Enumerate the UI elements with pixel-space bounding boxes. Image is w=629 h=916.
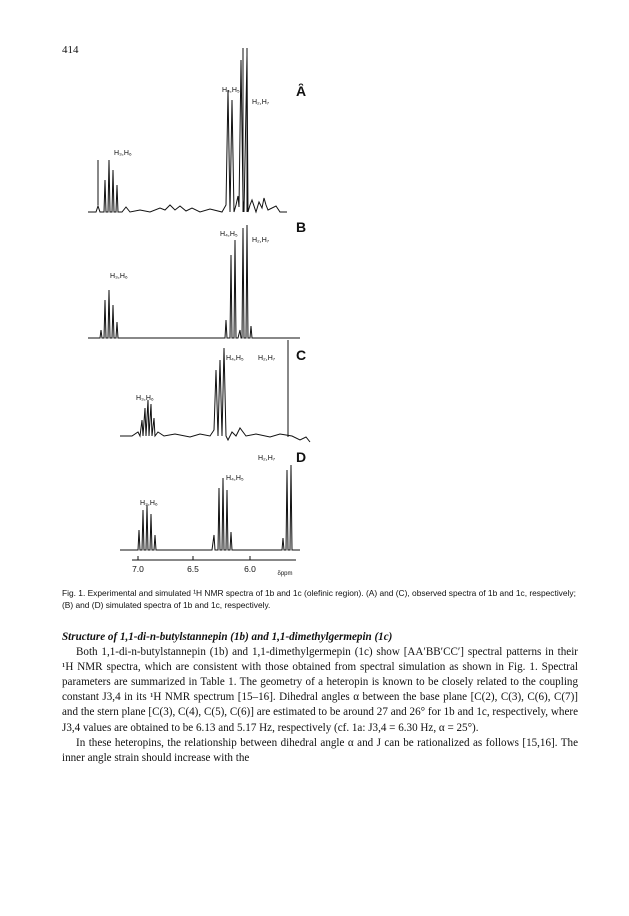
axis-tick-6-5: 6.5: [187, 564, 199, 574]
panel-label-b: B: [296, 219, 307, 235]
paragraph-1: Both 1,1-di-n-butylstannepin (1b) and 1,1-dimethylgermepin (1c) show [AA′BB′CC′] spectral patterns in their ¹H NMR spectra, which are consistent with those obtained from spectral simulation as shown in Fig. 1. Spectral parameters are summarized in Table 1. The geometry of a heteropin is known to be closely related to the coupling constant J3,4 in its ¹H NMR spectrum [15–16]. Dihedral angles α between the base plane [C(2), C(3), C(6), C(7)] and the stern plane [C(3), C(4), C(5), C(6)] are estimated to be around 27 and 26° for 1b and 1c, respectively, where J3,4 values are obtained to be 6.13 and 5.17 Hz, respectively (cf. 1a: J3,4 = 6.30 Hz, α = 25°).: [62, 646, 578, 734]
label-b-h27: H₂,H₇: [252, 237, 270, 244]
panel-label-c: C: [296, 347, 307, 363]
label-d-h27: H₂,H₇: [258, 455, 276, 462]
spectrum-d: [120, 465, 300, 550]
label-d-h45: H₄,H₅: [226, 475, 244, 482]
label-b-h45: H₄,H₅: [220, 231, 238, 238]
page-number: 414: [62, 44, 79, 56]
axis-tick-7-0: 7.0: [132, 564, 144, 574]
figure-caption: Fig. 1. Experimental and simulated ¹H NMR spectra of 1b and 1c (olefinic region). (A) and (C), observed spectra of 1b and 1c, respectively; (B) and (D) simulated spectra of 1b and 1c, respectively.: [62, 588, 576, 610]
panel-label-d: D: [296, 449, 307, 465]
spectrum-a: [88, 48, 287, 212]
label-a-h27: H₂,H₇: [252, 99, 270, 106]
body-text: [62, 630, 578, 766]
section-heading: Structure of 1,1-di-n-butylstannepin (1b) and 1,1-dimethylgermepin (1c): [62, 631, 393, 643]
label-d-h36: H₃,H₆: [140, 500, 158, 507]
spectrum-c: [120, 340, 310, 442]
label-c-h45: H₄,H₅: [226, 355, 244, 362]
panel-label-a: Ȃ: [296, 83, 307, 99]
label-c-h36: H₃,H₆: [136, 395, 154, 402]
axis-tick-6-0: 6.0: [244, 564, 256, 574]
label-b-h36: H₃,H₆: [110, 273, 128, 280]
paragraph-2: In these heteropins, the relationship between dihedral angle α and J can be rationalized as follows [15,16]. The inner angle strain should increase with the: [62, 736, 578, 764]
label-c-h27: H₂,H₇: [258, 355, 276, 362]
label-a-h45: H₄,H₅: [222, 87, 240, 94]
label-a-h36: H₃,H₆: [114, 150, 132, 157]
axis-unit: δppm: [277, 571, 293, 577]
